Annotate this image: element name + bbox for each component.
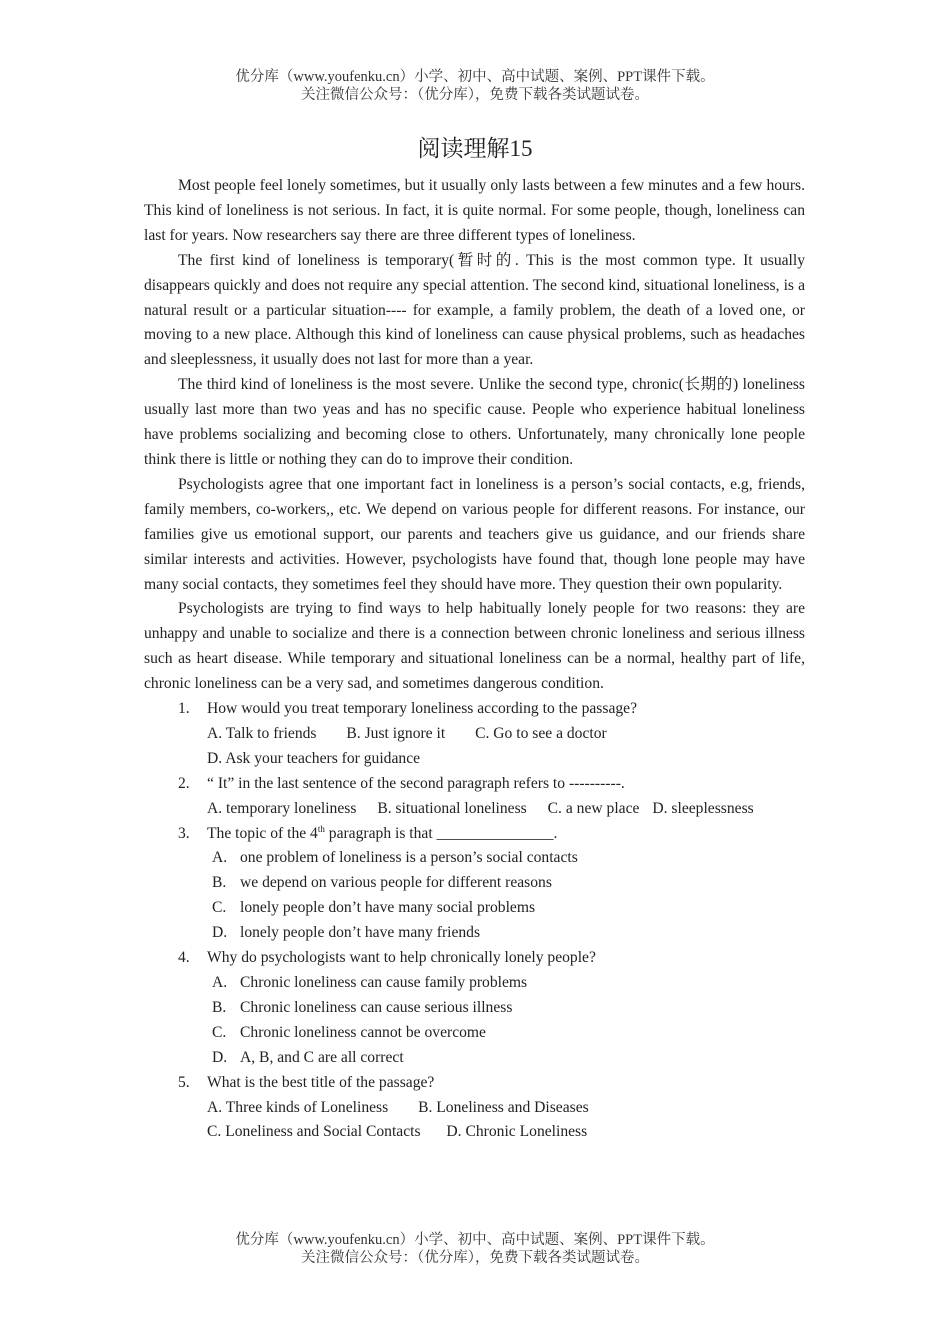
option-d: D. sleeplessness	[652, 799, 754, 817]
question-5-options-row-2	[144, 1120, 805, 1145]
option-text: Chronic loneliness cannot be overcome	[240, 1023, 486, 1041]
question-number: 2.	[178, 774, 190, 792]
option-c	[144, 1021, 805, 1046]
option-text: Chronic loneliness can cause family problems	[240, 974, 528, 991]
question-2-options-row	[144, 797, 805, 822]
option-letter: C.	[212, 1023, 227, 1041]
option-d	[144, 1046, 805, 1071]
paragraph-5: Psychologists are trying to find ways to help habitually lonely people for two reasons: they are unhappy and unable to socialize and there is a connection between chronic loneliness and serious illness such as heart disease. While temporary and situational loneliness can be a normal, healthy part of life, chronic loneliness can be a very sad, and sometimes dangerous condition.	[144, 600, 805, 693]
option-letter: A.	[212, 849, 228, 867]
paragraph-4: Psychologists agree that one important fact in loneliness is a person’s social contacts, e.g, friends, family members, co-workers,, etc. We depend on various people for different reasons. For instance, our families give us emotional support, our parents and teachers give us guidance, and our friends share similar interests and activities. However, psychologists have found that, though lone people may have many social contacts, they sometimes feel they should have more. They question their own popularity.	[144, 475, 805, 593]
option-letter: D.	[212, 1048, 228, 1066]
option-a: A. Three kinds of Loneliness	[207, 1098, 389, 1116]
option-c: C. Go to see a doctor	[475, 724, 607, 742]
option-b: B. Just ignore it	[346, 724, 446, 742]
question-text: How would you treat temporary loneliness according to the passage?	[207, 700, 638, 718]
question-4	[144, 946, 805, 971]
question-2	[144, 772, 805, 797]
question-3	[144, 822, 805, 847]
footer-line-2: 关注微信公众号：（优分库），免费下载各类试题试卷。	[301, 1250, 649, 1266]
question-number: 1.	[178, 700, 190, 718]
option-b: B. Loneliness and Diseases	[418, 1098, 589, 1116]
paragraph-3: The third kind of loneliness is the most severe. Unlike the second type, chronic(长期的) loneliness usually last more than two yeas and has no specific cause. People who experience habitual loneliness have problems socializing and becoming close to others. Unfortunately, many chronically lone people think there is little or nothing they can do to improve their condition.	[144, 376, 805, 468]
option-letter: D.	[212, 924, 228, 942]
paragraph-1: Most people feel lonely sometimes, but it usually only lasts between a few minutes and a few hours. This kind of loneliness is not serious. In fact, it is quite normal. For some people, though, loneliness can last for years. Now researchers say there are three different types of loneliness.	[144, 177, 805, 244]
footer-line-1: 优分库（www.youfenku.cn）小学、初中、高中试题、案例、PPT课件下载。	[235, 1232, 715, 1248]
option-b	[144, 871, 805, 896]
option-c	[144, 896, 805, 921]
question-5-options-row-1	[144, 1096, 805, 1121]
question-list	[144, 697, 805, 1145]
question-number: 5.	[178, 1073, 190, 1091]
question-text-end: paragraph is that _______________.	[324, 824, 558, 842]
header-line-2: 关注微信公众号：（优分库），免费下载各类试题试卷。	[301, 87, 649, 103]
option-letter: A.	[212, 974, 228, 991]
question-text: Why do psychologists want to help chronically lonely people?	[207, 949, 596, 967]
question-1	[144, 697, 805, 722]
page-header	[0, 68, 950, 104]
option-d	[144, 921, 805, 946]
option-letter: B.	[212, 998, 227, 1016]
question-text: “ It” in the last sentence of the second paragraph refers to ----------.	[207, 774, 625, 792]
question-5	[144, 1071, 805, 1096]
option-letter: C.	[212, 899, 227, 917]
question-text-superscript: th	[317, 823, 325, 834]
option-a: A. Talk to friends	[207, 724, 317, 742]
question-text: What is the best title of the passage?	[207, 1073, 435, 1091]
option-text: lonely people don’t have many friends	[240, 924, 481, 942]
option-text: we depend on various people for different reasons	[240, 874, 552, 892]
option-c: C. a new place	[547, 799, 640, 817]
paragraph-2: The first kind of loneliness is temporary(暂时的. This is the most common type. It usually disappears quickly and does not require any special attention. The second kind, situational loneliness, is a natural result or a particular situation---- for example, a family problem, the death of a loved one, or moving to a new place. Although this kind of loneliness can cause physical problems, such as headaches and sleeplessness, it usually does not last for more than a year.	[144, 251, 805, 369]
option-a: A. temporary loneliness	[207, 799, 357, 817]
question-text-start: The topic of the 4	[207, 824, 318, 842]
page-footer	[0, 1231, 950, 1267]
option-d: D. Ask your teachers for guidance	[207, 749, 421, 767]
option-letter: B.	[212, 874, 227, 892]
question-number: 3.	[178, 824, 190, 842]
passage-body	[144, 174, 805, 1145]
option-a	[144, 971, 805, 996]
option-b: B. situational loneliness	[377, 799, 527, 817]
question-number: 4.	[178, 949, 190, 967]
question-1-options-row-1	[144, 722, 805, 747]
option-text: Chronic loneliness can cause serious illness	[240, 998, 513, 1016]
option-d: D. Chronic Loneliness	[446, 1123, 588, 1141]
option-text: A, B, and C are all correct	[240, 1048, 404, 1066]
header-line-1: 优分库（www.youfenku.cn）小学、初中、高中试题、案例、PPT课件下载。	[235, 69, 715, 85]
option-b	[144, 996, 805, 1021]
option-a	[144, 846, 805, 871]
page-title: 阅读理解15	[417, 136, 533, 161]
question-1-options-row-2	[144, 747, 805, 772]
option-text: one problem of loneliness is a person’s social contacts	[240, 849, 578, 867]
option-c: C. Loneliness and Social Contacts	[207, 1123, 421, 1141]
option-text: lonely people don’t have many social problems	[240, 899, 536, 917]
